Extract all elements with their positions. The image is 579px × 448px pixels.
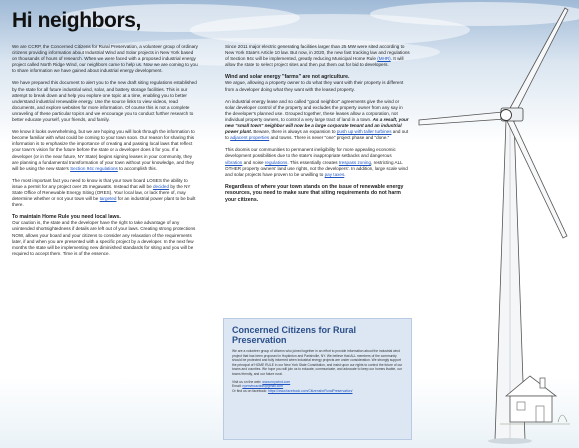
middle-column <box>225 44 410 209</box>
not-agriculture-paragraph: We argue, allowing a property owner to do what they want with their property is different from a developer doing what they want with the leased property. <box>225 80 404 92</box>
mhr-link[interactable]: (MHR) <box>377 56 391 62</box>
info-box-title: Concerned Citizens for Rural Preservation <box>232 325 357 345</box>
permit-paragraph: The most important fact you need to know is that your town board LOSES the ability to issue a permit for any project over 25 megawatts. Instead that will be decided by the NY State Office of Renewable Energy Siting (ORES). Your local law, or lack there of, may determine whether or not your town will be targeted for an industrial power plant to be built there. <box>12 177 196 208</box>
overwhelming-paragraph: We know it looks overwhelming, but we are hoping you will look through the information to become familiar with what could be coming to your town soon. Our reason for sharing this information is to emphasize the importance of creating and passing local laws that reflect your town's vision for the future before the state or a developer does it for you. If a developer (or in the near future, NY State) begins signing leases in your community, they are planning a fundamental transformation of your town without your knowledge, and they will be using the new state's Section 94c regulations to accomplish this. <box>12 129 195 171</box>
lease-paragraph: An industrial energy lease and so called "good neighbor" agreements give the wind or solar developer control of the property and excludes the property owner from any say in the developer's planned use. Grouped together, these leases allow a corporation, not individual property owners, to control a very large tract of land in a town. As a result, your new "small town" neighbor will now be a large corporate tenant and an industrial power plant. Beware, there is always an expansion to push up with taller turbines and out to adjacent properties and towns. There is never "one" project phase and "done." <box>225 98 409 141</box>
corporate-tenant-emphasis: As a result, your new "small town" neighbor will now be a large corporate tenant and an industrial power plant. <box>225 116 409 135</box>
vibration-link[interactable]: vibration <box>225 159 243 165</box>
email-link[interactable]: nyenviroaction@gmail.com <box>242 384 284 389</box>
page-heading: Hi neighbors, <box>12 9 141 32</box>
house-sketch-illustration <box>500 368 570 430</box>
info-box-text: We are a volunteer group of citizens who joined together in an effort to provide information about the industrial wind project that has been proposed in Hopkinton and Parishville, NY. We believe that ALL members of the community should be protected and fully informed when industrial energy projects are under consideration. We strongly support the principal of HOME RULE in our New York State Constitution, and insist upon our rights to control the future of our towns and counties. We hope you will join us to educate, communicate, and advocate to keep our homes livable, our towns friendly, and our future rural. <box>232 349 403 376</box>
facebook-line: Or find us on facebook: https://www.facebook.com/CitizensforRuralPreservation/ <box>232 388 353 393</box>
targeted-link[interactable]: targeted <box>99 196 117 202</box>
trespass-zoning-paragraph: This doomis our communities to permanent ineligibility for more appealing economic development possibilities due to the state's inappropriate setbacks and dangerous vibration and noise regulations. This essentially creates trespass zoning, restricting ALL OTHER property owners' land use rights, not the developers'. In addition, large scale wind and solar projects have proven to be unwilling to pay taxes. <box>225 147 408 177</box>
ccrp-info-box <box>223 318 412 440</box>
website-line: Visit us on the web: www.nnywind.com <box>232 379 291 384</box>
intro-paragraph: We are CCRP, the Concerned Citizens for Rural Preservation, a volunteer group of ordinary citizens providing information about Industrial Wind and Solar projects in New York based on thousands of hours of research. When we were faced with a proposed industrial energy project called North Ridge Wind, our neighbors came to help us. Now we are coming to you to share information we have gained about industrial energy development. <box>12 44 198 74</box>
purpose-paragraph: We have prepared this document to alert you to the new draft siting regulations established by the state for all future industrial wind, solar, and battery storage facilities. This is our attempt to break down and help you explore one topic at a time, enabling you to better understand industrial renewable energy. Use the source links to view videos, read documents, and explore websites for more information. Of course this is not a complete unraveling of these particular topics and we encourage you to conduct further research to better educate yourself, your friends, and family. <box>12 80 197 123</box>
facebook-link[interactable]: https://www.facebook.com/CitizensforRuralPreservation/ <box>268 388 353 393</box>
regardless-statement: Regardless of where your town stands on the issue of renewable energy resources, you need to make sure that siting requirements do not harm your citizens. <box>225 183 404 203</box>
article-10-paragraph: Since 2011 major electric generating facilities larger than 25 MW were sited according to New York State's Article 10 law. But now, in 2020, the new fast tracking law and regulations of Section 94c will be implemented, greatly reducing Municipal Home Rule (MHR). It will allow the state to select project sites and then put them out for bid to developers. <box>225 44 410 68</box>
home-rule-paragraph: Our caution is, the state and the developer have the right to take advantage of any unintended shortsightedness if details are left out of your laws. Creating strong protections NOW, allows your board and your citizens to consider any relaxation of the requirements later, if and when you are presented with a specific project by a developer. In the next few months the state will be implementing new diminished standards for siting and you will be required to accept them. Time is of the essence. <box>12 220 196 256</box>
pay-taxes-link[interactable]: pay taxes <box>324 171 345 177</box>
home-rule-heading: To maintain Home Rule you need local laws. <box>12 214 121 221</box>
section-94c-link[interactable]: Section 94c regulations <box>70 165 118 171</box>
email-line: Email: nyenviroaction@gmail.com <box>232 384 284 389</box>
decided-link[interactable]: decided <box>152 183 170 189</box>
taller-turbines-link[interactable]: push up with taller turbines <box>336 129 392 135</box>
left-column <box>12 44 198 263</box>
regulations-link[interactable]: regulations <box>264 159 288 165</box>
not-agriculture-heading: Wind and solar energy "farms" are not agriculture. <box>225 74 350 81</box>
adjacent-properties-link[interactable]: adjacent properties <box>230 135 270 141</box>
trespass-zoning-link[interactable]: trespass zoning <box>338 159 372 165</box>
website-link[interactable]: www.nnywind.com <box>262 379 291 384</box>
